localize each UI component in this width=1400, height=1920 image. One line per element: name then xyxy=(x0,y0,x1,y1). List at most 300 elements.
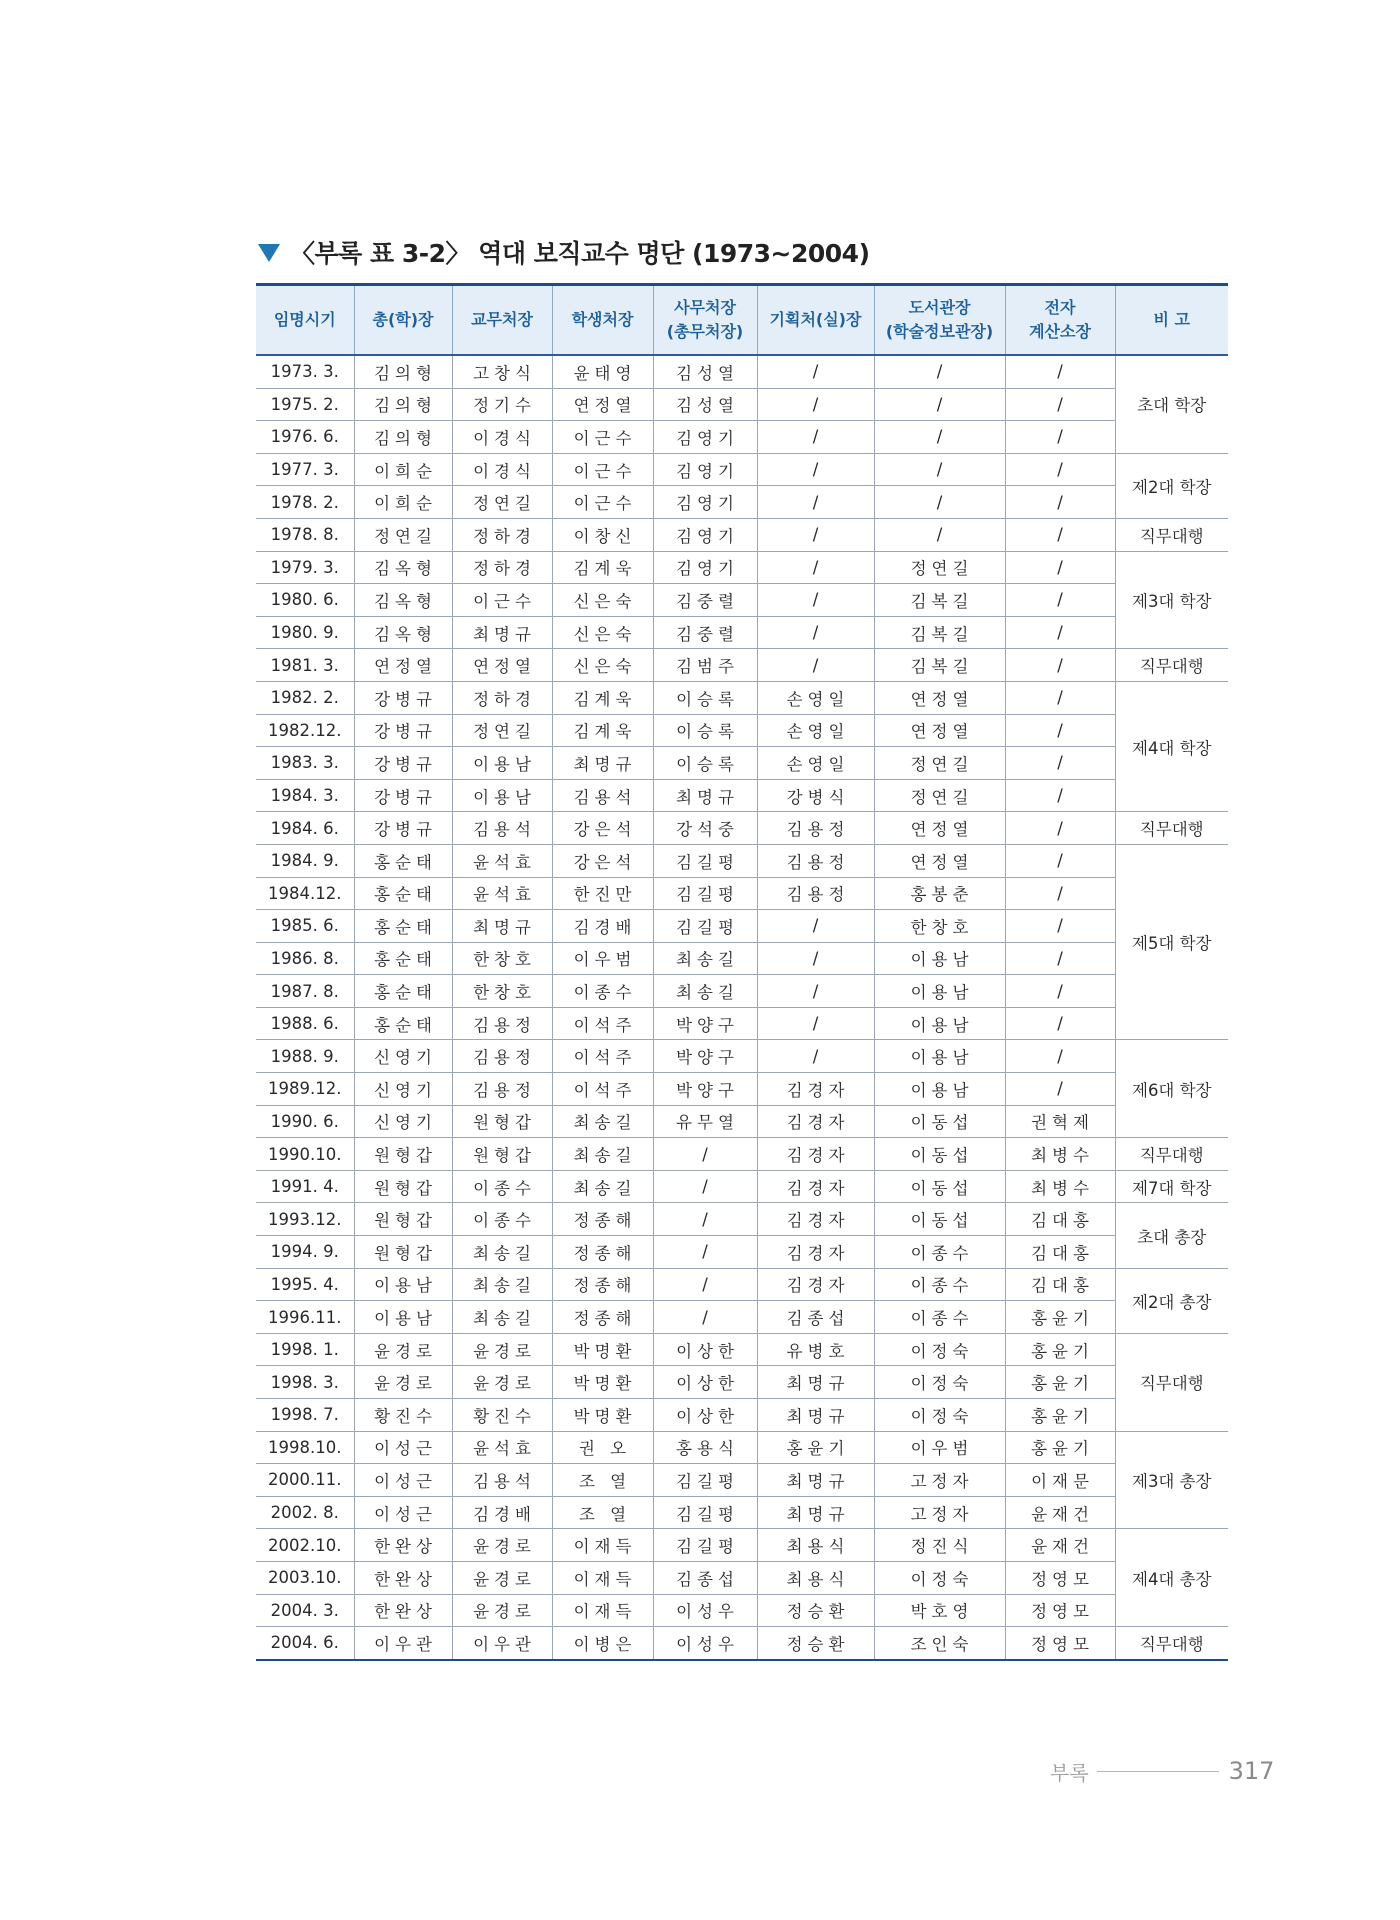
name-cell: 신영기 xyxy=(354,1073,452,1106)
name-cell: 고정자 xyxy=(874,1464,1005,1497)
name-cell: 김경자 xyxy=(757,1073,874,1106)
name-cell: 정하경 xyxy=(452,681,552,714)
name-cell: / xyxy=(757,355,874,388)
name-cell: 이종수 xyxy=(874,1236,1005,1269)
appointment-date-cell: 2000.11. xyxy=(256,1464,354,1497)
name-cell: / xyxy=(1005,388,1115,421)
name-cell: 홍순태 xyxy=(354,1007,452,1040)
name-cell: 김경자 xyxy=(757,1170,874,1203)
name-cell: / xyxy=(757,486,874,519)
name-cell: 김경자 xyxy=(757,1203,874,1236)
table-row xyxy=(256,1301,1228,1334)
table-row xyxy=(256,649,1228,682)
name-cell: 이희순 xyxy=(354,453,452,486)
name-cell: 원형갑 xyxy=(354,1236,452,1269)
appointment-date-cell: 2002.10. xyxy=(256,1529,354,1562)
name-cell: 윤경로 xyxy=(452,1333,552,1366)
table-row xyxy=(256,1594,1228,1627)
appointment-date-cell: 1988. 6. xyxy=(256,1007,354,1040)
name-cell: 연정열 xyxy=(874,844,1005,877)
name-cell: 김복길 xyxy=(874,584,1005,617)
name-cell: 김대홍 xyxy=(1005,1236,1115,1269)
name-cell: 김경배 xyxy=(552,910,653,943)
column-header-line: 계산소장 xyxy=(1029,322,1091,341)
name-cell: 정영모 xyxy=(1005,1627,1115,1660)
name-cell: / xyxy=(757,1040,874,1073)
table-row xyxy=(256,1138,1228,1171)
appointment-date-cell: 1991. 4. xyxy=(256,1170,354,1203)
name-cell: / xyxy=(1005,616,1115,649)
name-cell: 신은숙 xyxy=(552,649,653,682)
remark-cell: 직무대행 xyxy=(1115,812,1228,845)
name-cell: 김옥형 xyxy=(354,584,452,617)
name-cell: 유병호 xyxy=(757,1333,874,1366)
name-cell: 박양구 xyxy=(653,1040,757,1073)
column-header-line: (총무처장) xyxy=(666,322,744,341)
name-cell: / xyxy=(1005,1073,1115,1106)
table-row xyxy=(256,1431,1228,1464)
name-cell: 최용식 xyxy=(757,1529,874,1562)
name-cell: 김옥형 xyxy=(354,616,452,649)
name-cell: 이근수 xyxy=(552,453,653,486)
table-row xyxy=(256,1496,1228,1529)
name-cell: 강석중 xyxy=(653,812,757,845)
name-cell: 김영기 xyxy=(653,486,757,519)
name-cell: 유무열 xyxy=(653,1105,757,1138)
table-row xyxy=(256,1268,1228,1301)
table-row xyxy=(256,1170,1228,1203)
name-cell: / xyxy=(653,1301,757,1334)
name-cell: 홍윤기 xyxy=(1005,1431,1115,1464)
name-cell: 이상한 xyxy=(653,1366,757,1399)
name-cell: 한완상 xyxy=(354,1561,452,1594)
appointment-date-cell: 2004. 3. xyxy=(256,1594,354,1627)
name-cell: 박양구 xyxy=(653,1007,757,1040)
name-cell: / xyxy=(1005,877,1115,910)
table-row xyxy=(256,1333,1228,1366)
table-row xyxy=(256,616,1228,649)
appointment-date-cell: 1987. 8. xyxy=(256,975,354,1008)
name-cell: 박명환 xyxy=(552,1366,653,1399)
name-cell: 이성우 xyxy=(653,1594,757,1627)
name-cell: 김길평 xyxy=(653,844,757,877)
name-cell: 한진만 xyxy=(552,877,653,910)
remark-cell: 제4대 총장 xyxy=(1115,1529,1228,1627)
name-cell: 정하경 xyxy=(452,551,552,584)
name-cell: 김용정 xyxy=(452,1007,552,1040)
name-cell: 박명환 xyxy=(552,1399,653,1432)
appointment-date-cell: 1978. 2. xyxy=(256,486,354,519)
name-cell: 황진수 xyxy=(452,1399,552,1432)
name-cell: 손영일 xyxy=(757,747,874,780)
name-cell: 정기수 xyxy=(452,388,552,421)
name-cell: 이종수 xyxy=(874,1301,1005,1334)
name-cell: 홍순태 xyxy=(354,942,452,975)
appointment-date-cell: 1980. 6. xyxy=(256,584,354,617)
name-cell: 이우관 xyxy=(452,1627,552,1660)
table-row xyxy=(256,421,1228,454)
name-cell: 김계욱 xyxy=(552,681,653,714)
column-header xyxy=(653,285,757,356)
remark-cell: 제3대 학장 xyxy=(1115,551,1228,649)
name-cell: 최송길 xyxy=(552,1138,653,1171)
appointment-date-cell: 2003.10. xyxy=(256,1561,354,1594)
footer-rule xyxy=(1097,1771,1219,1772)
name-cell: / xyxy=(874,486,1005,519)
name-cell: / xyxy=(757,910,874,943)
name-cell: / xyxy=(874,453,1005,486)
name-cell: 김경자 xyxy=(757,1236,874,1269)
name-cell: 이경식 xyxy=(452,421,552,454)
name-cell: 김중렬 xyxy=(653,616,757,649)
name-cell: 정종해 xyxy=(552,1301,653,1334)
name-cell: 김경배 xyxy=(452,1496,552,1529)
appointment-date-cell: 1985. 6. xyxy=(256,910,354,943)
name-cell: 이정숙 xyxy=(874,1366,1005,1399)
name-cell: 김영기 xyxy=(653,518,757,551)
appointment-date-cell: 1982.12. xyxy=(256,714,354,747)
name-cell: 정연길 xyxy=(874,779,1005,812)
appointment-date-cell: 1988. 9. xyxy=(256,1040,354,1073)
name-cell: 최용식 xyxy=(757,1561,874,1594)
name-cell: 최송길 xyxy=(653,975,757,1008)
name-cell: 한창호 xyxy=(452,975,552,1008)
name-cell: 연정열 xyxy=(552,388,653,421)
appointment-date-cell: 1979. 3. xyxy=(256,551,354,584)
table-row xyxy=(256,975,1228,1008)
name-cell: 김영기 xyxy=(653,453,757,486)
appointment-date-cell: 1996.11. xyxy=(256,1301,354,1334)
table-header-row xyxy=(256,285,1228,356)
name-cell: 정영모 xyxy=(1005,1561,1115,1594)
column-header xyxy=(552,285,653,356)
table-row xyxy=(256,1464,1228,1497)
name-cell: 이성근 xyxy=(354,1496,452,1529)
name-cell: 홍순태 xyxy=(354,877,452,910)
name-cell: 이성근 xyxy=(354,1464,452,1497)
name-cell: / xyxy=(757,421,874,454)
name-cell: / xyxy=(874,518,1005,551)
name-cell: 최송길 xyxy=(653,942,757,975)
table-row xyxy=(256,1007,1228,1040)
name-cell: 최송길 xyxy=(552,1105,653,1138)
name-cell: / xyxy=(1005,518,1115,551)
name-cell: 김용석 xyxy=(552,779,653,812)
remark-cell: 제2대 총장 xyxy=(1115,1268,1228,1333)
name-cell: 조 열 xyxy=(552,1464,653,1497)
name-cell: 윤경로 xyxy=(452,1366,552,1399)
name-cell: 연정열 xyxy=(354,649,452,682)
name-cell: 이근수 xyxy=(552,486,653,519)
table-row xyxy=(256,779,1228,812)
name-cell: 정종해 xyxy=(552,1268,653,1301)
name-cell: 이승록 xyxy=(653,714,757,747)
name-cell: 윤경로 xyxy=(354,1366,452,1399)
name-cell: 박호영 xyxy=(874,1594,1005,1627)
name-cell: 홍순태 xyxy=(354,910,452,943)
appointment-date-cell: 2002. 8. xyxy=(256,1496,354,1529)
appointment-date-cell: 1975. 2. xyxy=(256,388,354,421)
name-cell: 고정자 xyxy=(874,1496,1005,1529)
appointment-date-cell: 1998. 3. xyxy=(256,1366,354,1399)
remark-cell: 제3대 총장 xyxy=(1115,1431,1228,1529)
name-cell: 이상한 xyxy=(653,1333,757,1366)
name-cell: 최명규 xyxy=(757,1496,874,1529)
name-cell: 원형갑 xyxy=(354,1203,452,1236)
name-cell: 김성열 xyxy=(653,388,757,421)
remark-cell: 직무대행 xyxy=(1115,1138,1228,1171)
name-cell: 연정열 xyxy=(452,649,552,682)
name-cell: 이우범 xyxy=(552,942,653,975)
appointment-date-cell: 1989.12. xyxy=(256,1073,354,1106)
column-header xyxy=(354,285,452,356)
name-cell: / xyxy=(757,942,874,975)
table-row xyxy=(256,1561,1228,1594)
name-cell: / xyxy=(1005,942,1115,975)
appointment-date-cell: 1984.12. xyxy=(256,877,354,910)
name-cell: 김의형 xyxy=(354,388,452,421)
name-cell: 이근수 xyxy=(552,421,653,454)
column-header-line: 교무처장 xyxy=(471,310,533,329)
name-cell: 정종해 xyxy=(552,1236,653,1269)
name-cell: 이성우 xyxy=(653,1627,757,1660)
name-cell: 권 오 xyxy=(552,1431,653,1464)
appointment-date-cell: 1986. 8. xyxy=(256,942,354,975)
name-cell: / xyxy=(874,355,1005,388)
name-cell: / xyxy=(1005,681,1115,714)
name-cell: 이동섭 xyxy=(874,1138,1005,1171)
column-header-line: 임명시기 xyxy=(273,310,336,329)
name-cell: / xyxy=(1005,584,1115,617)
footer-label: 부록 xyxy=(1050,1760,1089,1785)
name-cell: 박양구 xyxy=(653,1073,757,1106)
name-cell: 홍순태 xyxy=(354,975,452,1008)
table-row xyxy=(256,1236,1228,1269)
appointment-date-cell: 1998. 1. xyxy=(256,1333,354,1366)
name-cell: 윤경로 xyxy=(354,1333,452,1366)
name-cell: 이석주 xyxy=(552,1040,653,1073)
name-cell: 이재득 xyxy=(552,1561,653,1594)
name-cell: 이동섭 xyxy=(874,1105,1005,1138)
table-row xyxy=(256,551,1228,584)
table-row xyxy=(256,1105,1228,1138)
name-cell: 최송길 xyxy=(452,1268,552,1301)
name-cell: 김길평 xyxy=(653,1496,757,1529)
name-cell: / xyxy=(757,975,874,1008)
name-cell: 김용정 xyxy=(452,1073,552,1106)
table-title: 〈부록 표 3-2〉 역대 보직교수 명단 (1973∼2004) xyxy=(290,239,870,268)
name-cell: 최명규 xyxy=(757,1399,874,1432)
table-row xyxy=(256,910,1228,943)
name-cell: / xyxy=(1005,910,1115,943)
name-cell: / xyxy=(1005,453,1115,486)
name-cell: 이종수 xyxy=(452,1170,552,1203)
table-row xyxy=(256,747,1228,780)
name-cell: 이석주 xyxy=(552,1073,653,1106)
name-cell: 김계욱 xyxy=(552,551,653,584)
name-cell: 윤경로 xyxy=(452,1529,552,1562)
name-cell: 김길평 xyxy=(653,1529,757,1562)
remark-cell: 제4대 학장 xyxy=(1115,681,1228,811)
name-cell: 윤재건 xyxy=(1005,1529,1115,1562)
name-cell: / xyxy=(757,649,874,682)
name-cell: 이희순 xyxy=(354,486,452,519)
name-cell: / xyxy=(1005,551,1115,584)
name-cell: 김대홍 xyxy=(1005,1268,1115,1301)
table-caption xyxy=(258,232,1158,272)
name-cell: 김대홍 xyxy=(1005,1203,1115,1236)
name-cell: 한창호 xyxy=(452,942,552,975)
name-cell: / xyxy=(653,1138,757,1171)
name-cell: / xyxy=(1005,355,1115,388)
name-cell: / xyxy=(757,453,874,486)
name-cell: 이용남 xyxy=(354,1301,452,1334)
name-cell: / xyxy=(653,1170,757,1203)
appointment-date-cell: 1998.10. xyxy=(256,1431,354,1464)
name-cell: 김경자 xyxy=(757,1138,874,1171)
table-row xyxy=(256,681,1228,714)
page-footer xyxy=(1050,1754,1300,1788)
table-row xyxy=(256,584,1228,617)
remark-cell: 제2대 학장 xyxy=(1115,453,1228,518)
name-cell: / xyxy=(874,388,1005,421)
name-cell: 김범주 xyxy=(653,649,757,682)
name-cell: 이승록 xyxy=(653,747,757,780)
name-cell: 이종수 xyxy=(452,1203,552,1236)
appointment-date-cell: 1990.10. xyxy=(256,1138,354,1171)
name-cell: / xyxy=(757,551,874,584)
name-cell: 정연길 xyxy=(452,714,552,747)
appointment-date-cell: 1982. 2. xyxy=(256,681,354,714)
name-cell: 이동섭 xyxy=(874,1170,1005,1203)
table-row xyxy=(256,1399,1228,1432)
name-cell: 이정숙 xyxy=(874,1399,1005,1432)
name-cell: 정연길 xyxy=(874,747,1005,780)
appointment-date-cell: 1976. 6. xyxy=(256,421,354,454)
appointment-date-cell: 1977. 3. xyxy=(256,453,354,486)
name-cell: 김용정 xyxy=(757,877,874,910)
remark-cell: 제6대 학장 xyxy=(1115,1040,1228,1138)
column-header xyxy=(1115,285,1228,356)
name-cell: 윤석효 xyxy=(452,1431,552,1464)
name-cell: 윤석효 xyxy=(452,877,552,910)
name-cell: 신은숙 xyxy=(552,584,653,617)
name-cell: 이동섭 xyxy=(874,1203,1005,1236)
name-cell: 김용정 xyxy=(452,1040,552,1073)
name-cell: 이종수 xyxy=(552,975,653,1008)
name-cell: / xyxy=(1005,812,1115,845)
name-cell: 고창식 xyxy=(452,355,552,388)
name-cell: 이근수 xyxy=(452,584,552,617)
name-cell: 김중렬 xyxy=(653,584,757,617)
name-cell: 김옥형 xyxy=(354,551,452,584)
name-cell: / xyxy=(653,1203,757,1236)
name-cell: / xyxy=(757,1007,874,1040)
name-cell: / xyxy=(757,518,874,551)
name-cell: 김용정 xyxy=(757,812,874,845)
table-row xyxy=(256,714,1228,747)
column-header-line: 전자 xyxy=(1044,298,1076,317)
name-cell: 정승환 xyxy=(757,1594,874,1627)
remark-cell: 직무대행 xyxy=(1115,518,1228,551)
name-cell: / xyxy=(1005,486,1115,519)
name-cell: 최명규 xyxy=(653,779,757,812)
name-cell: 이우관 xyxy=(354,1627,452,1660)
name-cell: 이용남 xyxy=(874,1007,1005,1040)
table-row xyxy=(256,844,1228,877)
name-cell: 강병규 xyxy=(354,779,452,812)
name-cell: 강은석 xyxy=(552,812,653,845)
appointment-date-cell: 1981. 3. xyxy=(256,649,354,682)
name-cell: 김의형 xyxy=(354,355,452,388)
appointment-date-cell: 1978. 8. xyxy=(256,518,354,551)
name-cell: 김경자 xyxy=(757,1268,874,1301)
name-cell: / xyxy=(1005,779,1115,812)
name-cell: 최병수 xyxy=(1005,1170,1115,1203)
name-cell: 김복길 xyxy=(874,649,1005,682)
name-cell: 이병은 xyxy=(552,1627,653,1660)
name-cell: 최명규 xyxy=(452,616,552,649)
name-cell: 최병수 xyxy=(1005,1138,1115,1171)
name-cell: / xyxy=(874,421,1005,454)
column-header-line: (학술정보관장) xyxy=(885,322,994,341)
page-number: 317 xyxy=(1228,1757,1275,1785)
name-cell: 원형갑 xyxy=(354,1170,452,1203)
name-cell: 이승록 xyxy=(653,681,757,714)
column-header-line: 비 고 xyxy=(1153,310,1190,329)
appointment-date-cell: 1998. 7. xyxy=(256,1399,354,1432)
table-row xyxy=(256,1073,1228,1106)
name-cell: 정승환 xyxy=(757,1627,874,1660)
name-cell: 이창신 xyxy=(552,518,653,551)
professor-roster-table xyxy=(256,283,1228,1661)
name-cell: 정연길 xyxy=(452,486,552,519)
table-row xyxy=(256,1366,1228,1399)
name-cell: 강은석 xyxy=(552,844,653,877)
name-cell: 이재득 xyxy=(552,1529,653,1562)
table-row xyxy=(256,486,1228,519)
name-cell: 김경자 xyxy=(757,1105,874,1138)
name-cell: 이재문 xyxy=(1005,1464,1115,1497)
appointment-date-cell: 1993.12. xyxy=(256,1203,354,1236)
name-cell: 이용남 xyxy=(452,779,552,812)
name-cell: 이용남 xyxy=(874,942,1005,975)
name-cell: 이상한 xyxy=(653,1399,757,1432)
name-cell: 박명환 xyxy=(552,1333,653,1366)
name-cell: 이석주 xyxy=(552,1007,653,1040)
remark-cell: 제5대 학장 xyxy=(1115,844,1228,1040)
name-cell: 김길평 xyxy=(653,1464,757,1497)
name-cell: 윤경로 xyxy=(452,1594,552,1627)
name-cell: / xyxy=(1005,649,1115,682)
name-cell: 정진식 xyxy=(874,1529,1005,1562)
column-header xyxy=(452,285,552,356)
name-cell: 이용남 xyxy=(452,747,552,780)
name-cell: 정하경 xyxy=(452,518,552,551)
remark-cell: 초대 학장 xyxy=(1115,355,1228,453)
name-cell: / xyxy=(1005,975,1115,1008)
name-cell: 홍윤기 xyxy=(1005,1333,1115,1366)
name-cell: 강병규 xyxy=(354,681,452,714)
name-cell: 홍윤기 xyxy=(1005,1399,1115,1432)
column-header xyxy=(1005,285,1115,356)
column-header-line: 사무처장 xyxy=(674,298,736,317)
name-cell: / xyxy=(757,616,874,649)
name-cell: 홍윤기 xyxy=(757,1431,874,1464)
remark-cell: 직무대행 xyxy=(1115,649,1228,682)
name-cell: 최송길 xyxy=(452,1301,552,1334)
table-row xyxy=(256,355,1228,388)
